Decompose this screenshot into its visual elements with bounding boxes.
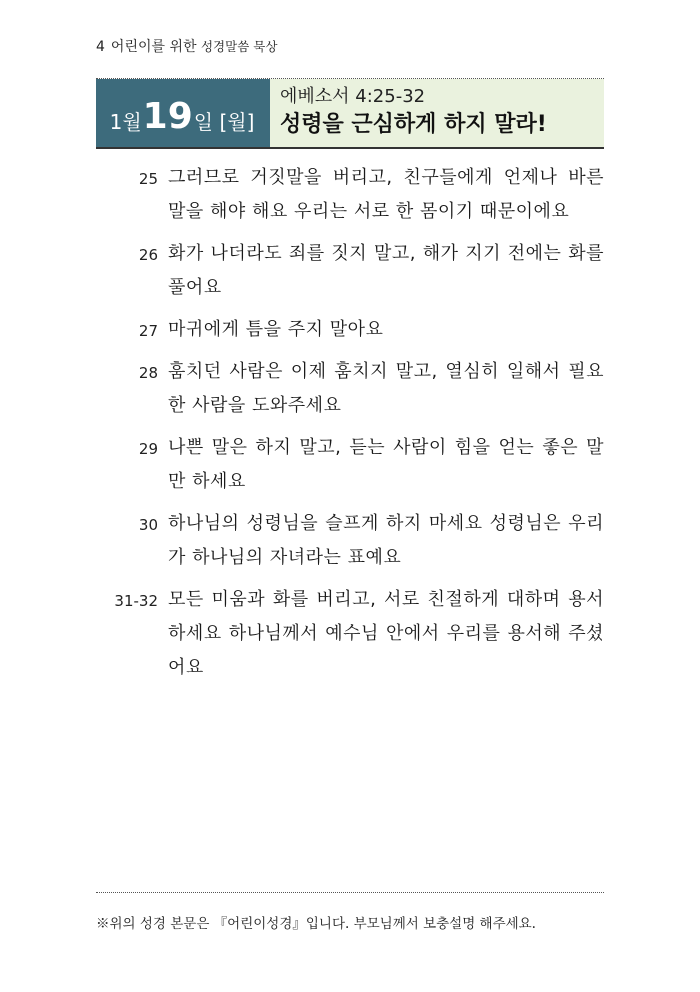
verse-item (96, 583, 604, 685)
verse-number: 28 (138, 364, 158, 382)
verse-item (96, 313, 604, 347)
page-header (96, 36, 277, 56)
verse-text: 마귀에게 틈을 주지 말아요 (168, 319, 384, 340)
verse-item (96, 507, 604, 575)
verse-number: 31-32 (114, 592, 158, 610)
verse-item (96, 237, 604, 305)
verse-number: 30 (138, 516, 158, 534)
book-title: 어린이를 위한 (110, 39, 197, 55)
verse-text: 화가 나더라도 죄를 짓지 말고, 해가 지기 전에는 화를 풀어요 (168, 243, 604, 298)
heading-block (268, 79, 604, 147)
verse-item (96, 431, 604, 499)
section-title: 성경말씀 묵상 (200, 39, 278, 54)
verse-item (96, 355, 604, 423)
devotion-subtitle: 성령을 근심하게 하지 말라! (280, 112, 547, 137)
date-day: 19 (142, 96, 193, 137)
verse-list (96, 161, 604, 693)
verse-text: 훔치던 사람은 이제 훔치지 말고, 열심히 일해서 필요한 사람을 도와주세요 (168, 361, 604, 416)
page-number: 4 (96, 39, 105, 55)
verse-text: 하나님의 성령님을 슬프게 하지 마세요 성령님은 우리가 하나님의 자녀라는 표예요 (168, 513, 604, 568)
date-block (96, 79, 268, 147)
verse-number: 29 (138, 440, 158, 458)
footer-divider (96, 892, 604, 893)
verse-text: 모든 미움과 화를 버리고, 서로 친절하게 대하며 용서하세요 하나님께서 예수님 안에서 우리를 용서해 주셨어요 (168, 589, 604, 678)
verse-text: 그러므로 거짓말을 버리고, 친구들에게 언제나 바른 말을 해야 해요 우리는 서로 한 몸이기 때문이에요 (168, 167, 604, 222)
devotion-title-box (96, 78, 604, 149)
verse-number: 27 (138, 322, 158, 340)
date-month: 1월 (109, 110, 142, 134)
verse-number: 25 (138, 170, 158, 188)
date-weekday: 일 [월] (193, 110, 255, 134)
scripture-reference: 에베소서 4:25-32 (280, 86, 426, 107)
footnote: ※위의 성경 본문은 『어린이성경』입니다. 부모님께서 보충설명 해주세요. (96, 916, 536, 932)
verse-text: 나쁜 말은 하지 말고, 듣는 사람이 힘을 얻는 좋은 말만 하세요 (168, 437, 604, 492)
verse-number: 26 (138, 246, 158, 264)
verse-item (96, 161, 604, 229)
